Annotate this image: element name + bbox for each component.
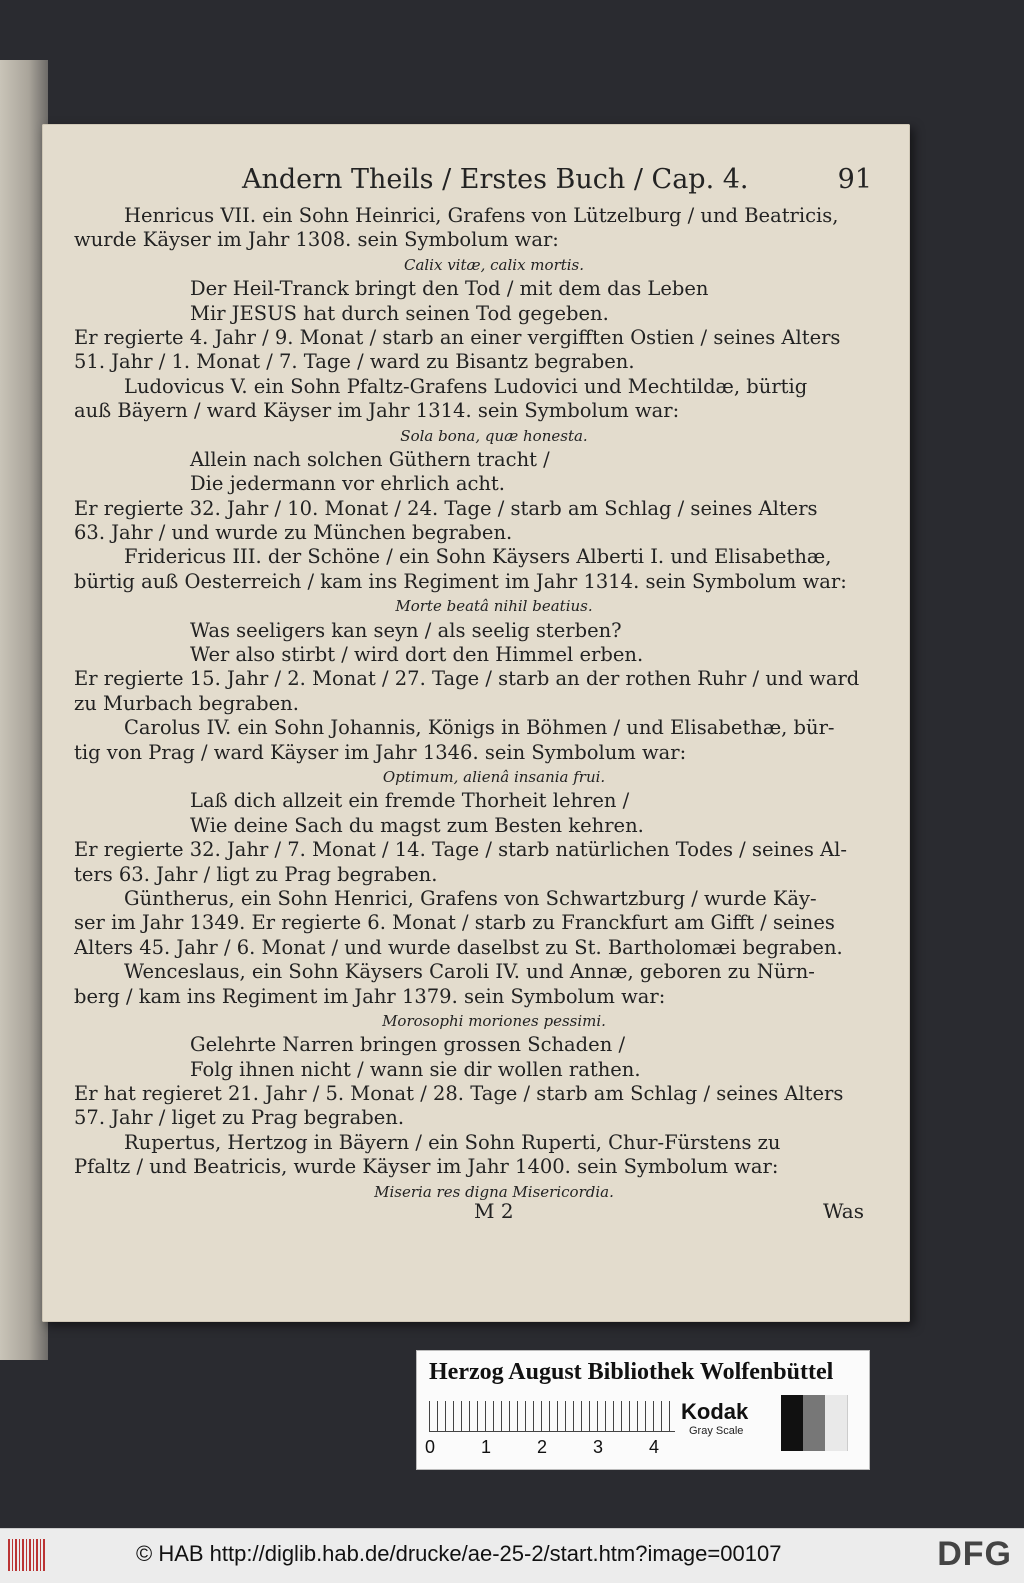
gray-scale-label: Gray Scale [689,1425,744,1437]
signature-mark: M 2 [474,1199,514,1223]
swatch-gray [803,1395,825,1451]
color-target-card [416,1350,870,1470]
book-page [42,124,910,1322]
copyright-link[interactable]: © HAB http://diglib.hab.de/drucke/ae-25-2/start.htm?image=00107 [136,1541,782,1566]
book-edge [0,60,48,1360]
text-line: Fridericus III. der Schöne / ein Sohn Käysers Alberti I. und Elisabethæ, [124,545,832,569]
verse-line: Allein nach solchen Güthern tracht / [190,447,550,471]
text-line: Carolus IV. ein Sohn Johannis, Königs in Böhmen / und Elisabethæ, bür- [124,716,835,740]
verse-line: Der Heil-Tranck bringt den Tod / mit dem das Leben [190,277,709,301]
ruler-number: 1 [481,1437,492,1457]
ruler-number: 2 [537,1437,548,1457]
ruler-number: 0 [425,1437,436,1457]
text-line: Pfaltz / und Beatricis, wurde Käyser im Jahr 1400. sein Symbolum war: [74,1155,779,1179]
text-line: 63. Jahr / und wurde zu München begraben. [74,521,513,545]
motto-line: Miseria res digna Misericordia. [374,1182,614,1201]
text-line: wurde Käyser im Jahr 1308. sein Symbolum war: [74,228,559,252]
text-line: Wenceslaus, ein Sohn Käysers Caroli IV. und Annæ, geboren zu Nürn- [124,960,815,984]
text-line: bürtig auß Oesterreich / kam ins Regiment im Jahr 1314. sein Symbolum war: [74,569,847,593]
verse-line: Was seeligers kan seyn / als seelig sterben? [190,618,622,642]
text-line: Güntherus, ein Sohn Henrici, Grafens von Schwartzburg / wurde Käy- [124,886,817,910]
text-line: Alters 45. Jahr / 6. Monat / und wurde daselbst zu St. Bartholomæi begraben. [74,935,843,959]
verse-line: Wer also stirbt / wird dort den Himmel erben. [190,643,644,667]
ruler-numbers [425,1437,685,1459]
kodak-brand: Kodak [681,1399,749,1424]
text-line: Er regierte 15. Jahr / 2. Monat / 27. Tage / starb an der rothen Ruhr / und ward [74,667,860,691]
motto-line: Sola bona, quæ honesta. [400,426,588,445]
verse-line: Die jedermann vor ehrlich acht. [190,472,505,496]
library-name: Herzog August Bibliothek Wolfenbüttel [429,1359,834,1385]
motto-line: Optimum, alienâ insania frui. [382,767,606,786]
text-line: Henricus VII. ein Sohn Heinrici, Grafens von Lützelburg / und Beatricis, [124,204,839,227]
text-line: Ludovicus V. ein Sohn Pfaltz-Grafens Ludovici und Mechtildæ, bürtig [124,374,808,398]
body-text [74,204,874,1204]
text-line: ser im Jahr 1349. Er regierte 6. Monat / starb zu Franckfurt am Gifft / seines [74,911,835,935]
text-line: auß Bäyern / ward Käyser im Jahr 1314. sein Symbolum war: [74,399,680,423]
running-title: Andern Theils / Erstes Buch / Cap. 4. [242,164,749,195]
text-line: Er regierte 32. Jahr / 7. Monat / 14. Tage / starb natürlichen Todes / seines Al- [74,838,847,862]
swatch-black [781,1395,803,1451]
page-number: 91 [837,164,872,195]
motto-line: Morosophi moriones pessimi. [382,1011,606,1030]
verse-line: Wie deine Sach du magst zum Besten kehren. [190,813,644,837]
swatch-white [825,1395,848,1451]
viewer-footer-bar [0,1528,1024,1583]
page-footer [74,1199,864,1229]
ruler-ticks [429,1401,675,1432]
verse-line: Mir JESUS hat durch seinen Tod gegeben. [190,301,609,325]
text-line: Er regierte 4. Jahr / 9. Monat / starb an einer vergifften Ostien / seines Alters [74,325,841,349]
verse-line: Gelehrte Narren bringen grossen Schaden / [190,1033,626,1057]
motto-line: Morte beatâ nihil beatius. [395,597,593,616]
verse-line: Folg ihnen nicht / wann sie dir wollen rathen. [190,1057,641,1081]
text-line: ters 63. Jahr / ligt zu Prag begraben. [74,862,438,886]
text-line: Rupertus, Hertzog in Bäyern / ein Sohn Ruperti, Chur-Fürstens zu [124,1130,781,1154]
text-line: berg / kam ins Regiment im Jahr 1379. sein Symbolum war: [74,984,666,1008]
motto-line: Calix vitæ, calix mortis. [403,255,585,274]
verse-line: Laß dich allzeit ein fremde Thorheit lehren / [190,789,630,813]
text-line: zu Murbach begraben. [74,691,299,715]
running-header [242,164,872,200]
kodak-label [681,1399,771,1443]
text-line: 57. Jahr / liget zu Prag begraben. [74,1106,405,1130]
catchword: Was [822,1199,864,1223]
ruler-number: 4 [649,1437,660,1457]
barcode-icon [8,1539,46,1571]
text-line: Er hat regieret 21. Jahr / 5. Monat / 28. Tage / starb am Schlag / seines Alters [74,1082,844,1106]
text-line: Er regierte 32. Jahr / 10. Monat / 24. Tage / starb am Schlag / seines Alters [74,496,818,520]
ruler-number: 3 [593,1437,604,1457]
text-line: 51. Jahr / 1. Monat / 7. Tage / ward zu Bisantz begraben. [74,350,635,374]
dfg-logo: DFG [937,1535,1012,1573]
text-line: tig von Prag / ward Käyser im Jahr 1346. sein Symbolum war: [74,740,687,764]
